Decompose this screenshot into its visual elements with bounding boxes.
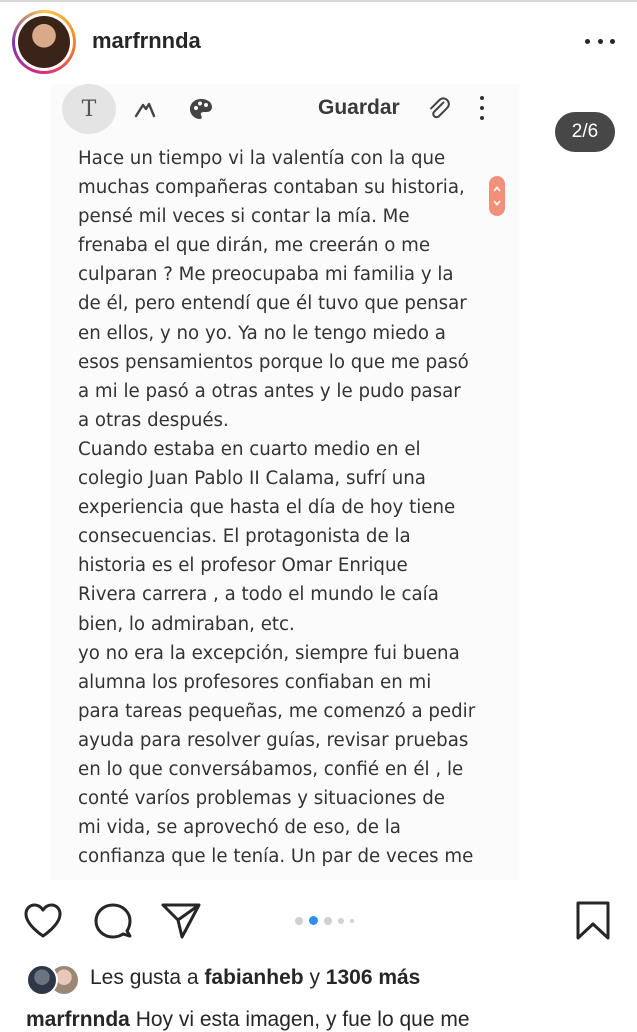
- note-text-line: colegio Juan Pablo II Calama, sufrí una: [78, 468, 426, 490]
- note-text-line: bien, lo admiraban, etc.: [78, 613, 295, 635]
- bookmark-icon[interactable]: [574, 900, 612, 942]
- note-text-line: culparan ? Me preocupaba mi familia y la: [78, 264, 454, 286]
- note-text-line: pensé mil veces si contar la mía. Me: [78, 206, 410, 228]
- likes-row: [0, 960, 637, 1000]
- carousel-dot-active: [309, 916, 318, 925]
- note-text-line: esos pensamientos porque lo que me pasó: [78, 351, 469, 373]
- likes-count[interactable]: 1306 más: [325, 966, 421, 989]
- palette-icon: [188, 96, 214, 122]
- avatar[interactable]: [15, 13, 73, 71]
- note-text-line: confianza que le tenía. Un par de veces me: [78, 846, 474, 868]
- note-text-line: alumna los profesores confiaban en mi: [78, 671, 432, 693]
- note-text-line: experiencia que hasta el día de hoy tiene: [78, 497, 456, 519]
- chevron-up-icon: [492, 185, 502, 193]
- carousel-dots: [295, 916, 360, 925]
- caption-username[interactable]: marfrnnda: [26, 1008, 130, 1031]
- carousel-dot: [295, 917, 303, 925]
- pen-icon: [132, 96, 158, 122]
- carousel-dot: [338, 918, 344, 924]
- kebab-menu-icon: [478, 96, 486, 120]
- scroll-handle: [489, 176, 505, 216]
- note-text-line: conté varíos problemas y situaciones de: [78, 788, 446, 810]
- likes-prefix: Les gusta a: [90, 966, 205, 989]
- note-text-line: a mi le pasó a otras antes y le pudo pasar: [78, 380, 461, 402]
- liker-avatar[interactable]: [26, 964, 58, 996]
- text-tool-icon: T: [62, 84, 116, 134]
- attachment-icon: [426, 96, 452, 122]
- note-text-line: Cuando estaba en cuarto medio en el: [78, 438, 421, 460]
- send-icon[interactable]: [160, 900, 202, 942]
- carousel-dot: [350, 919, 354, 923]
- post-media[interactable]: [0, 84, 637, 880]
- note-text-line: ayuda para resolver guías, revisar pruebas: [78, 729, 469, 751]
- note-text-line: yo no era la excepción, siempre fui buena: [78, 642, 460, 664]
- carousel-dot: [324, 917, 332, 925]
- carousel-counter: 2/6: [555, 112, 615, 152]
- note-text-line: de él, pero entendí que él tuvo que pensar: [78, 293, 467, 315]
- chevron-down-icon: [492, 199, 502, 207]
- note-text-line: a otras después.: [78, 409, 229, 431]
- note-text-line: mi vida, se aprovechó de eso, de la: [78, 817, 401, 839]
- note-text-line: para tareas pequeñas, me comenzó a pedir: [78, 700, 476, 722]
- note-text-line: Hace un tiempo vi la valentía con la que: [78, 148, 446, 169]
- likes-summary[interactable]: [90, 966, 420, 990]
- note-text-line: en ellos, y no yo. Ya no le tengo miedo a: [78, 322, 446, 344]
- note-text-line: en lo que conversábamos, confié en él , le: [78, 758, 464, 780]
- note-text-line: consecuencias. El protagonista de la: [78, 526, 411, 548]
- note-toolbar: [52, 84, 518, 136]
- note-text-line: historia es el profesor Omar Enrique: [78, 555, 408, 577]
- note-screenshot: [52, 84, 518, 880]
- note-body: [78, 144, 498, 871]
- post-header: [0, 0, 637, 84]
- liker-username[interactable]: fabianheb: [204, 966, 304, 989]
- note-text-line: Rivera carrera , a todo el mundo le caía: [78, 584, 439, 606]
- post-actions: [0, 880, 637, 960]
- heart-icon[interactable]: [22, 900, 64, 942]
- save-button: Guardar: [318, 96, 400, 119]
- caption-text: Hoy vi esta imagen, y fue lo que me: [129, 1008, 470, 1031]
- avatar-photo: [18, 16, 70, 68]
- post-caption: [26, 1008, 470, 1032]
- note-text-line: muchas compañeras contaban su historia,: [78, 177, 465, 199]
- likes-connector: y: [303, 966, 326, 989]
- avatar-story-ring[interactable]: [12, 10, 76, 74]
- post-username[interactable]: marfrnnda: [92, 28, 201, 53]
- comment-icon[interactable]: [92, 900, 134, 942]
- note-text-line: frenaba el que dirán, me creerán o me: [78, 235, 431, 257]
- more-options-icon[interactable]: [585, 34, 615, 48]
